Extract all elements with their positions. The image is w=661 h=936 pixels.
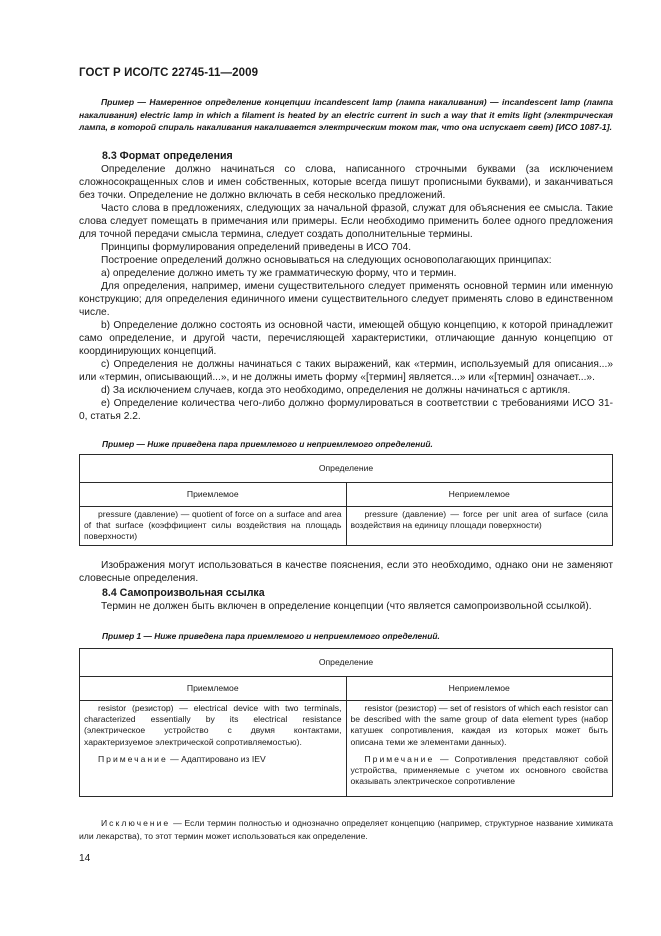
images-paragraph: Изображения могут использоваться в качестве пояснения, если это необходимо, однако они не заменяют словесные определения. [79, 560, 613, 584]
table1 [79, 454, 613, 546]
list-item: е) Определение количества чего-либо должно формулироваться в соответствии с требованиями ИСО 31-0, статья 2.2. [79, 398, 613, 422]
list-item: b) Определение должно состоять из основной части, имеющей общую концепцию, к которой принадлежит само определение, и другой части, перечисляющей характеристики, отличающие данную концепцию от координирующих концепций. [79, 320, 613, 357]
table2-unacceptable-text: resistor (резистор) — set of resistors of which each resistor can be described with the same group of data element types (набор катушек сопротивления, каждая из которых может быть описана теми же элементами данных). [350, 703, 608, 747]
table2-caption: Пример 1 — Ниже приведена пара приемлемого и неприемлемого определений. [102, 631, 440, 641]
table2-unacceptable-note [351, 754, 609, 788]
section-8-3-body [79, 163, 613, 423]
table1-col-acceptable: Приемлемое [80, 483, 347, 507]
paragraph: Принципы формулирования определений приведены в ИСО 704. [101, 242, 412, 253]
table2-acceptable-cell [80, 701, 347, 797]
list-item: а) определение должно иметь ту же грамматическую форму, что и термин. [101, 268, 457, 279]
note-label: Примечание [98, 753, 168, 764]
table2-col-acceptable: Приемлемое [80, 677, 347, 701]
list-item: с) Определения не должны начинаться с таких выражений, как «термин, используемый для описания...» или «термин, описывающий...», и не должны иметь форму «[термин] является...» или «[термин] означает...». [79, 359, 613, 383]
table2-col-unacceptable: Неприемлемое [346, 677, 613, 701]
table1-unacceptable-cell: pressure (давление) — force per unit area of surface (сила воздействия на единицу площади поверхности) [346, 507, 613, 546]
table2 [79, 648, 613, 797]
table2-acceptable-text: resistor (резистор) — electrical device with two terminals, characterized essentially by its electrical resistance (электрическое устройство с двумя контактами, характеризуемое электрической сопротивляемостью). [84, 703, 342, 747]
exception-label: Исключение [101, 818, 171, 828]
note-label: Примечание [364, 753, 435, 764]
note-text: — Адаптировано из IEV [167, 753, 266, 764]
page-number: 14 [79, 853, 91, 864]
section-8-4-paragraph: Термин не должен быть включен в определение концепции (что является самопроизвольной ссылкой). [101, 601, 592, 612]
example-top: Пример — Намеренное определение концепции incandescent lamp (лампа накаливания) — incandescent lamp (лампа накаливания) electric lamp in which a filament is heated by an electric current in such a way that it emits light (электрическая лампа, в которой спираль накаливания накаливается электрическим током так, что она испускает свет) [ИСО 1087-1]. [79, 97, 613, 133]
list-item: d) За исключением случаев, когда это необходимо, определения не должны начинаться с артикля. [101, 385, 571, 396]
exception-note [79, 817, 613, 842]
table2-unacceptable-cell [346, 701, 613, 797]
paragraph: Для определения, например, имени существительного следует применять основной термин или именную конструкцию; для определения единичного имени существительного следует применять слово в единственном числе. [79, 281, 613, 318]
section-8-3-heading: 8.3 Формат определения [102, 150, 233, 162]
table1-header: Определение [80, 455, 613, 483]
paragraph: Определение должно начинаться со слова, написанного строчными буквами (за исключением сложносокращенных слов и имен собственных, которые всегда пишут прописными буквами), и заканчиваться без точки. Определение не должно включать в себя несколько предложений. [79, 164, 613, 201]
table1-acceptable-cell: pressure (давление) — quotient of force on a surface and area of that surface (коэффициент силы воздействия на площадь поверхности) [80, 507, 347, 546]
paragraph: Построение определений должно основываться на следующих основополагающих принципах: [101, 255, 552, 266]
exception-text: — Если термин полностью и однозначно определяет концепцию (например, структурное название химиката или лекарства), то этот термин может использоваться как определение. [79, 818, 613, 841]
table1-caption: Пример — Ниже приведена пара приемлемого и неприемлемого определений. [102, 439, 433, 449]
paragraph: Часто слова в предложениях, следующих за начальной фразой, служат для объяснения ее смысла. Такие слова следует помещать в примечания или примеры. Если необходимо применить более одного предложения для точной передачи смысла термина, следует создать дополнительные термины. [79, 203, 613, 240]
note-text: — Сопротивления представляют собой устройства, применяемые с учетом их основного свойства оказывать электрическое сопротивление [350, 753, 608, 787]
table1-col-unacceptable: Неприемлемое [346, 483, 613, 507]
section-8-4-heading: 8.4 Самопроизвольная ссылка [102, 587, 265, 599]
page-header: ГОСТ Р ИСО/ТС 22745-11—2009 [79, 67, 259, 79]
table2-acceptable-note [84, 754, 342, 765]
table2-header: Определение [80, 649, 613, 677]
